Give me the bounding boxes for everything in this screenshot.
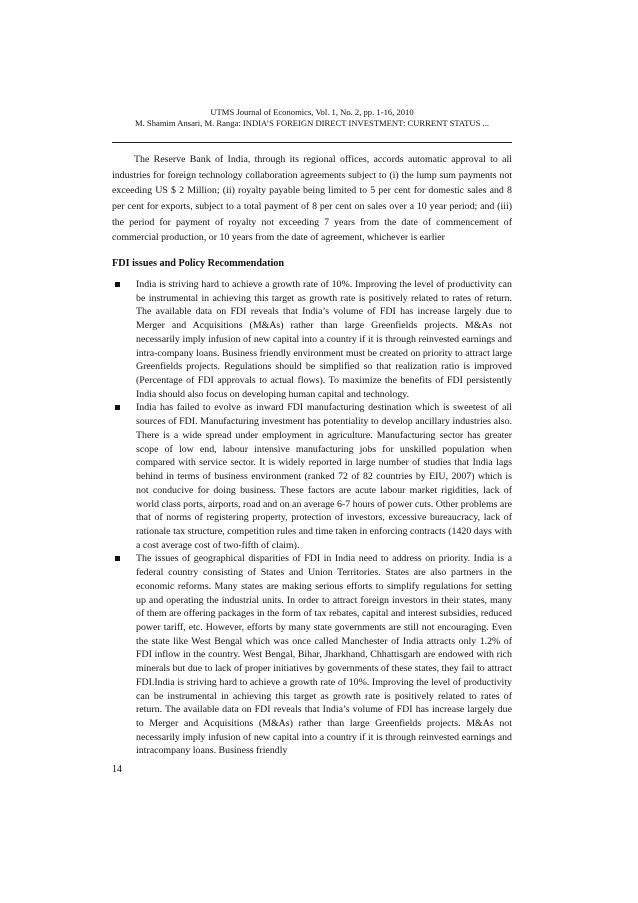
square-bullet-icon [115, 282, 120, 287]
square-bullet-icon [115, 405, 120, 410]
section-heading: FDI issues and Policy Recommendation [112, 258, 285, 269]
list-item [112, 552, 512, 758]
list-item [112, 278, 512, 401]
intro-paragraph: The Reserve Bank of India, through its regional offices, accords automatic approval to all industries for foreign technology collaboration agreements subject to (i) the lump sum payments not exceeding US $ 2 Million; (ii) royalty payable being limited to 5 per cent for domestic sales and 8 per cent for exports, subject to a total payment of 8 per cent on sales over a 10 year period; and (iii) the period for payment of royalty not exceeding 7 years from the date of commencement of commercial production, or 10 years from the date of agreement, whichever is earlier [112, 154, 512, 244]
journal-citation: UTMS Journal of Economics, Vol. 1, No. 2, pp. 1-16, 2010 [210, 107, 414, 117]
recommendation-list [112, 278, 512, 758]
article-title-line: M. Shamim Ansari, M. Ranga: INDIA’S FOREIGN DIRECT INVESTMENT: CURRENT STATUS ... [134, 118, 489, 128]
list-item-text: India has failed to evolve as inward FDI manufacturing destination which is sweetest of all sources of FDI. Manufacturing investment has potentiality to develop ancillary industries also. There is a wide spread under employment in agriculture. Manufacturing sector has greater scope of low end, labour intensive manufacturing jobs for unskilled population when compared with service sector. It is widely reported in large number of studies that India lags behind in terms of business environment (ranked 72 of 82 countries by EIU, 2007) which is not conducive for doing business. These factors are acute labour market rigidities, lack of world class ports, airports, road and on an average 6-7 hours of power cuts. Other problems are that of norms of registering property, protection of investors, excessive bureaucracy, lack of rationale tax structure, competition rules and time taken in enforcing contracts (1420 days with a cost average cost of two-fifth of claim). [136, 402, 512, 551]
square-bullet-icon [115, 556, 120, 561]
running-header [112, 107, 512, 129]
header-divider [112, 142, 512, 143]
list-item-text: The issues of geographical disparities of FDI in India need to address on priority. India is a federal country consisting of States and Union Territories. States are also partners in the economic reforms. Many states are making serious efforts to simplify regulations for setting up and operating the industrial units. In order to attract foreign investors in their states, many of them are offering packages in the form of tax rebates, capital and interest subsidies, reduced power tariff, etc. However, efforts by many state governments are still not encouraging. Even the state like West Bengal which was once called Manchester of India attracts only 1.2% of FDI inflow in the country. West Bengal, Bihar, Jharkhand, Chhattisgarh are endowed with rich minerals but due to lack of proper initiatives by governments of these states, they fail to attract FDI.India is striving hard to achieve a growth rate of 10%. Improving the level of productivity can be instrumental in achieving this target as growth rate is positively related to rates of return. The available data on FDI reveals that India’s volume of FDI has increase largely due to Merger and Acquisitions (M&As) rather than large Greenfields projects. M&As not necessarily imply infusion of new capital into a country if it is through reinvested earnings and intracompany loans. Business friendly [136, 553, 512, 757]
list-item-text: India is striving hard to achieve a growth rate of 10%. Improving the level of productivity can be instrumental in achieving this target as growth rate is positively related to rates of return. The available data on FDI reveals that India’s volume of FDI has increase largely due to Merger and Acquisitions (M&As) rather than large Greenfields projects. M&As not necessarily imply infusion of new capital into a country if it is through reinvested earnings and intra-company loans. Business friendly environment must be created on priority to attract large Greenfields projects. Regulations should be simplified so that realization ratio is improved (Percentage of FDI approvals to actual flows). To maximize the benefits of FDI persistently India should also focus on developing human capital and technology. [136, 279, 512, 400]
page-number: 14 [112, 764, 122, 775]
list-item [112, 401, 512, 552]
